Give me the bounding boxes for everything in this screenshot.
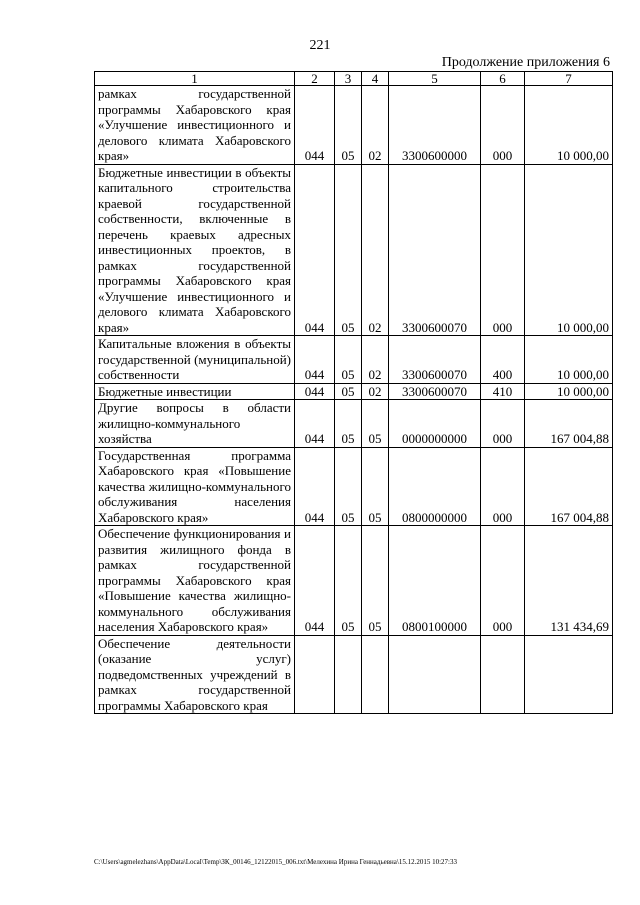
- header-cell: 1: [95, 72, 295, 86]
- table-row: [95, 526, 613, 636]
- code-expense-type: [481, 635, 525, 714]
- table-row: [95, 635, 613, 714]
- header-cell: 3: [335, 72, 362, 86]
- code-subsection: 02: [362, 86, 389, 165]
- code-target: 3300600070: [389, 164, 481, 336]
- amount: 10 000,00: [525, 164, 613, 336]
- code-section: 05: [335, 447, 362, 526]
- code-section: 05: [335, 336, 362, 384]
- code-expense-type: 400: [481, 336, 525, 384]
- code-subsection: 05: [362, 526, 389, 636]
- code-section: 05: [335, 526, 362, 636]
- code-admin: 044: [295, 383, 335, 400]
- code-admin: 044: [295, 400, 335, 448]
- code-section: 05: [335, 383, 362, 400]
- row-name: Капитальные вложения в объекты государственной (муниципальной) собственности: [95, 336, 295, 384]
- row-name: Бюджетные инвестиции: [95, 383, 295, 400]
- code-subsection: [362, 635, 389, 714]
- code-subsection: 02: [362, 336, 389, 384]
- code-target: 0800100000: [389, 526, 481, 636]
- budget-table: [94, 71, 613, 714]
- amount: [525, 635, 613, 714]
- code-admin: 044: [295, 526, 335, 636]
- code-expense-type: 000: [481, 447, 525, 526]
- amount: 131 434,69: [525, 526, 613, 636]
- code-target: 0800000000: [389, 447, 481, 526]
- table-row: [95, 383, 613, 400]
- code-target: 3300600070: [389, 336, 481, 384]
- code-target: 0000000000: [389, 400, 481, 448]
- amount: 10 000,00: [525, 336, 613, 384]
- table-row: [95, 164, 613, 336]
- code-subsection: 02: [362, 383, 389, 400]
- table-row: [95, 400, 613, 448]
- code-admin: 044: [295, 447, 335, 526]
- amount: 167 004,88: [525, 400, 613, 448]
- row-name: Обеспечение деятельности (оказание услуг) подведомственных учреждений в рамках государственной программы Хабаровского края: [95, 635, 295, 714]
- row-name: рамках государственной программы Хабаровского края «Улучшение инвестиционного и делового климата Хабаровского края»: [95, 86, 295, 165]
- code-subsection: 05: [362, 447, 389, 526]
- code-admin: [295, 635, 335, 714]
- code-section: [335, 635, 362, 714]
- header-cell: 5: [389, 72, 481, 86]
- row-name: Бюджетные инвестиции в объекты капитального строительства краевой государственной собственности, включенные в перечень краевых адресных инвестиционных проектов, в рамках государственной программы Хабаровского края «Улучшение инвестиционного и делового климата Хабаровского края»: [95, 164, 295, 336]
- code-section: 05: [335, 164, 362, 336]
- table-header-row: [95, 72, 613, 86]
- amount: 167 004,88: [525, 447, 613, 526]
- code-expense-type: 000: [481, 526, 525, 636]
- code-section: 05: [335, 86, 362, 165]
- table-row: [95, 447, 613, 526]
- code-expense-type: 000: [481, 164, 525, 336]
- code-target: [389, 635, 481, 714]
- code-section: 05: [335, 400, 362, 448]
- code-admin: 044: [295, 336, 335, 384]
- code-target: 3300600070: [389, 383, 481, 400]
- code-expense-type: 000: [481, 86, 525, 165]
- table-row: [95, 336, 613, 384]
- code-target: 3300600000: [389, 86, 481, 165]
- table-row: [95, 86, 613, 165]
- appendix-continuation-label: Продолжение приложения 6: [441, 55, 610, 70]
- header-cell: 7: [525, 72, 613, 86]
- code-subsection: 05: [362, 400, 389, 448]
- file-path-footer: C:\Users\agmelezhans\AppData\Local\Temp\ЗК_00146_12122015_006.txt\Мелехина Ирина Геннадьевна\15.12.2015 10:27:33: [94, 858, 457, 866]
- code-expense-type: 000: [481, 400, 525, 448]
- amount: 10 000,00: [525, 86, 613, 165]
- code-subsection: 02: [362, 164, 389, 336]
- header-cell: 2: [295, 72, 335, 86]
- header-cell: 4: [362, 72, 389, 86]
- row-name: Государственная программа Хабаровского края «Повышение качества жилищно-коммунального обслуживания населения Хабаровского края»: [95, 447, 295, 526]
- amount: 10 000,00: [525, 383, 613, 400]
- code-admin: 044: [295, 86, 335, 165]
- row-name: Обеспечение функционирования и развития жилищного фонда в рамках государственной программы Хабаровского края «Повышение качества жилищно-коммунального обслуживания населения Хабаровского края»: [95, 526, 295, 636]
- code-admin: 044: [295, 164, 335, 336]
- row-name: Другие вопросы в области жилищно-коммунального хозяйства: [95, 400, 295, 448]
- page-number: 221: [309, 38, 331, 53]
- code-expense-type: 410: [481, 383, 525, 400]
- header-cell: 6: [481, 72, 525, 86]
